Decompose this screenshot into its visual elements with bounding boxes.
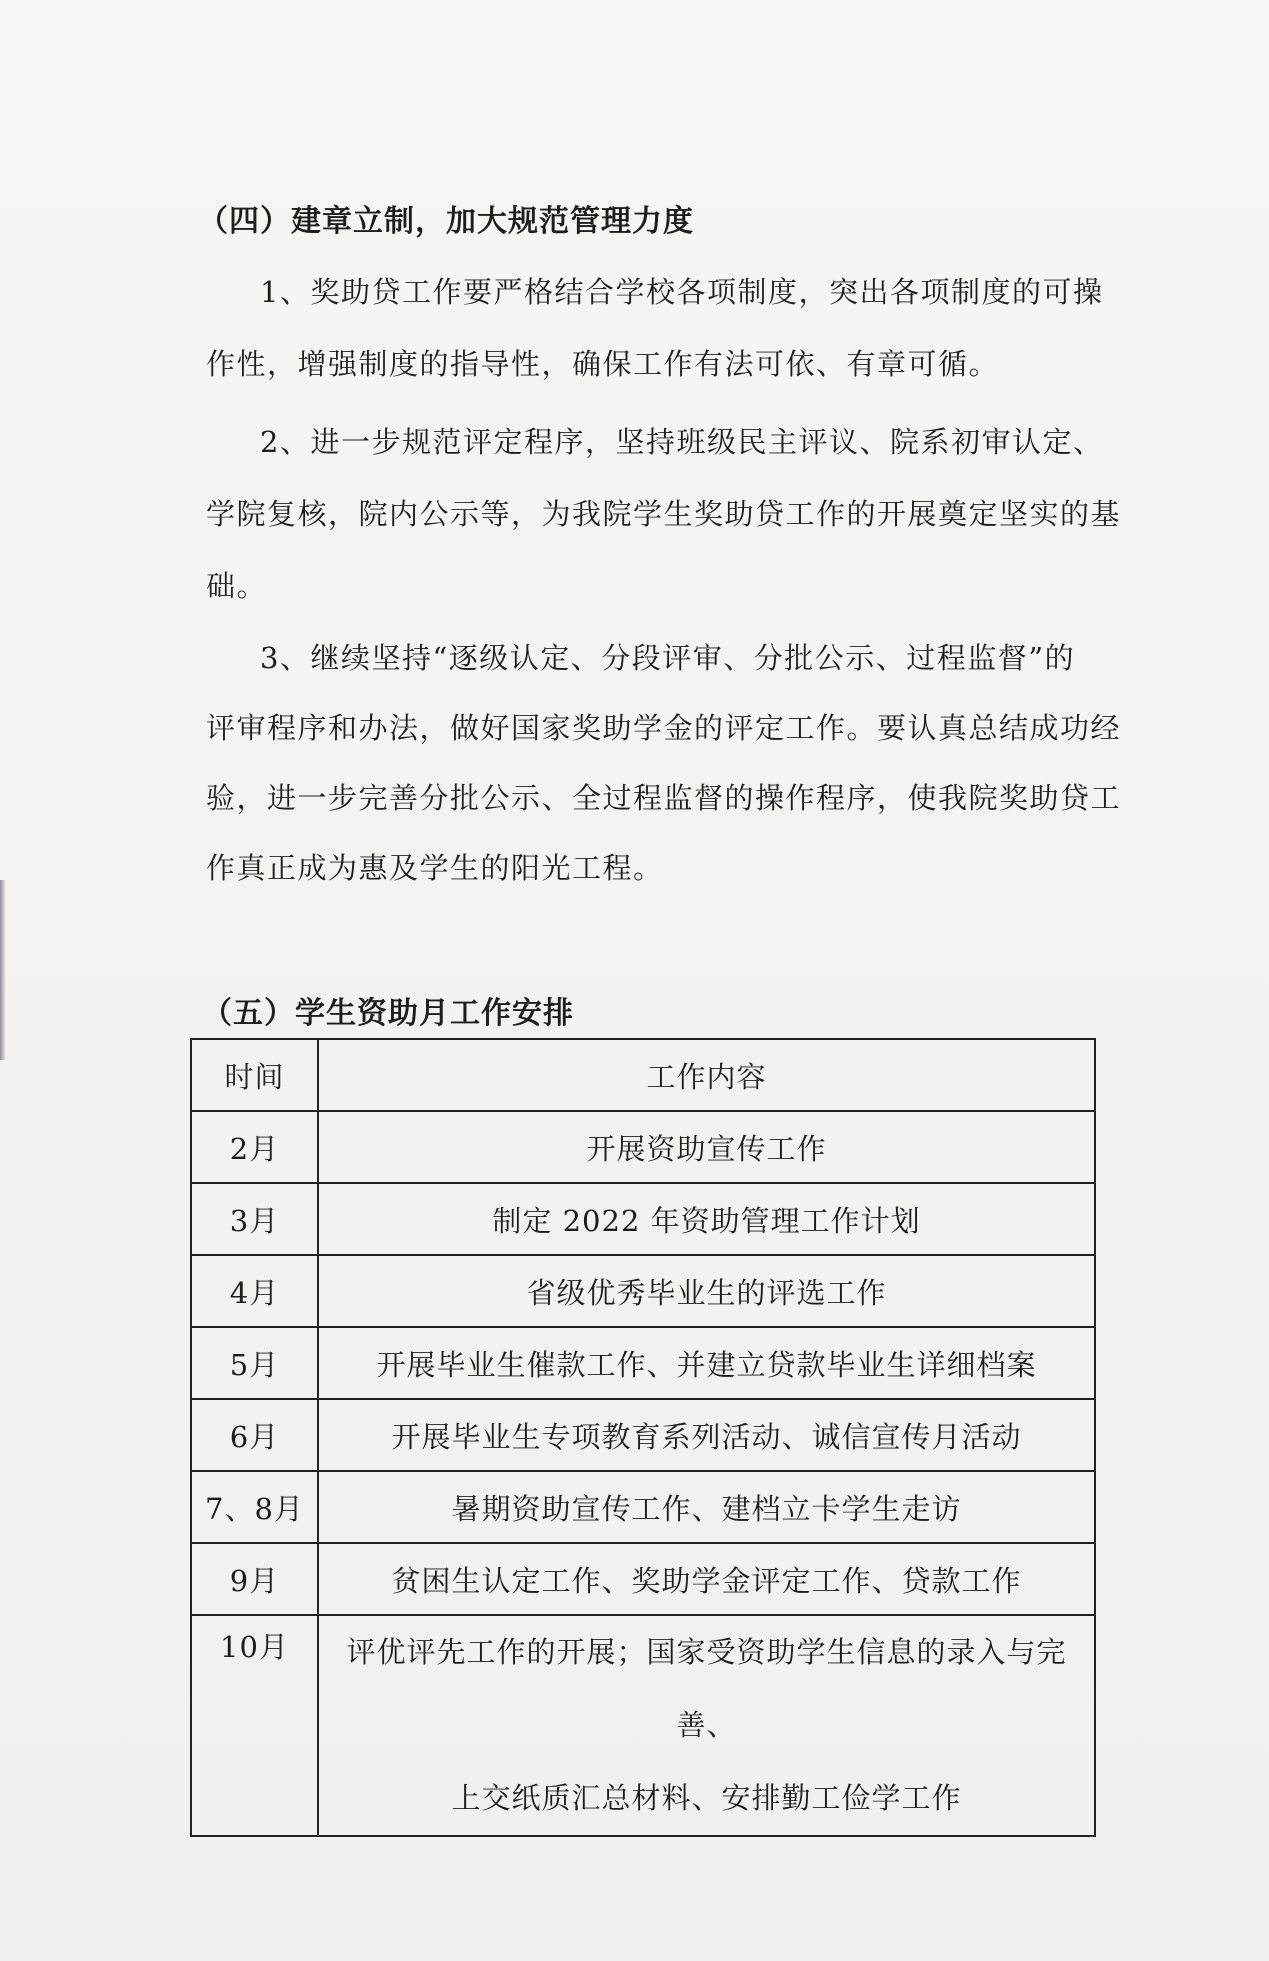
item-2-line-2: 学院复核，院内公示等，为我院学生奖助贷工作的开展奠定坚实的基 — [206, 497, 1122, 531]
item-1-line-1: 1、奖助贷工作要严格结合学校各项制度，突出各项制度的可操 — [260, 275, 1104, 309]
row-content: 开展毕业生催款工作、并建立贷款毕业生详细档案 — [318, 1327, 1095, 1399]
section-5-heading: （五）学生资助月工作安排 — [202, 996, 574, 1031]
table-row — [191, 1543, 1095, 1615]
item-2-line-3: 础。 — [206, 569, 268, 603]
row-content: 省级优秀毕业生的评选工作 — [318, 1255, 1095, 1327]
page-edge-shadow — [0, 880, 6, 1060]
row-time: 7、8月 — [191, 1471, 318, 1543]
row-time: 9月 — [191, 1543, 318, 1615]
row-time: 6月 — [191, 1399, 318, 1471]
row-content-line-2: 上交纸质汇总材料、安排勤工俭学工作 — [451, 1781, 962, 1815]
item-3-line-3: 验，进一步完善分批公示、全过程监督的操作程序，使我院奖助贷工 — [206, 781, 1122, 815]
row-time: 10月 — [191, 1615, 318, 1836]
header-time: 时间 — [191, 1039, 318, 1111]
row-content: 制定 2022 年资助管理工作计划 — [318, 1183, 1095, 1255]
table-header-row — [191, 1039, 1095, 1111]
table-row — [191, 1111, 1095, 1183]
schedule-table — [190, 1038, 1096, 1837]
row-time: 4月 — [191, 1255, 318, 1327]
row-content-multiline — [318, 1615, 1095, 1836]
item-3-line-2: 评审程序和办法，做好国家奖助学金的评定工作。要认真总结成功经 — [206, 711, 1122, 745]
item-1-line-2: 作性，增强制度的指导性，确保工作有法可依、有章可循。 — [206, 347, 1000, 381]
row-content-line-1: 评优评先工作的开展；国家受资助学生信息的录入与完善、 — [346, 1635, 1067, 1742]
item-3-line-1: 3、继续坚持“逐级认定、分段评审、分批公示、过程监督”的 — [260, 641, 1076, 675]
table-row — [191, 1327, 1095, 1399]
row-content: 贫困生认定工作、奖助学金评定工作、贷款工作 — [318, 1543, 1095, 1615]
item-3-line-4: 作真正成为惠及学生的阳光工程。 — [206, 851, 664, 885]
row-time: 5月 — [191, 1327, 318, 1399]
row-time: 3月 — [191, 1183, 318, 1255]
row-content: 暑期资助宣传工作、建档立卡学生走访 — [318, 1471, 1095, 1543]
table-row — [191, 1471, 1095, 1543]
item-2-line-1: 2、进一步规范评定程序，坚持班级民主评议、院系初审认定、 — [260, 425, 1104, 459]
table-row — [191, 1399, 1095, 1471]
header-content: 工作内容 — [318, 1039, 1095, 1111]
table-row — [191, 1183, 1095, 1255]
section-4-heading: （四）建章立制，加大规范管理力度 — [198, 204, 694, 239]
table-row — [191, 1255, 1095, 1327]
table-row — [191, 1615, 1095, 1836]
row-time: 2月 — [191, 1111, 318, 1183]
schedule-table-wrapper — [190, 1038, 1096, 1837]
row-content: 开展资助宣传工作 — [318, 1111, 1095, 1183]
row-content: 开展毕业生专项教育系列活动、诚信宣传月活动 — [318, 1399, 1095, 1471]
